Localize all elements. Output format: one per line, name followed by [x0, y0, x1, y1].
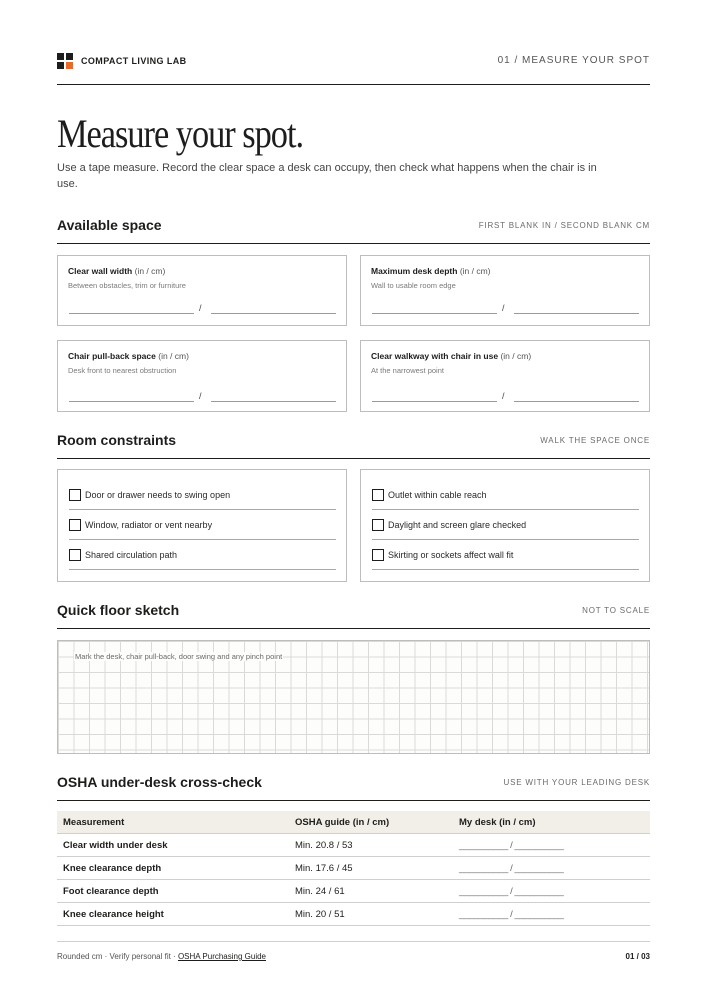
field-description: Desk front to nearest obstruction	[68, 366, 177, 375]
field-unit: (in / cm)	[459, 266, 491, 276]
constraints-card-right	[360, 469, 650, 582]
checklist-item[interactable]	[69, 485, 336, 510]
section-title: Room constraints	[57, 432, 177, 448]
room-constraints-header	[57, 432, 650, 459]
field-label: Maximum desk depth	[371, 266, 458, 276]
checkbox[interactable]	[69, 549, 81, 561]
osha-guide-link[interactable]: OSHA Purchasing Guide	[177, 952, 266, 961]
inches-blank[interactable]	[372, 313, 497, 314]
guide-cell: Min. 20 / 51	[289, 903, 453, 926]
page-header	[57, 51, 650, 71]
section-note: WALK THE SPACE ONCE	[540, 436, 650, 445]
osha-table	[57, 811, 650, 926]
my-desk-blank[interactable]: __________ / __________	[453, 903, 650, 926]
guide-cell: Min. 24 / 61	[289, 880, 453, 903]
checklist-item[interactable]	[372, 545, 639, 570]
checklist-label: Daylight and screen glare checked	[388, 520, 527, 530]
step-label: 01 / MEASURE YOUR SPOT	[497, 55, 650, 66]
cm-blank[interactable]	[514, 401, 639, 402]
cm-blank[interactable]	[211, 313, 336, 314]
brand-logo-icon	[57, 53, 73, 69]
header-divider	[57, 84, 650, 85]
section-note: USE WITH YOUR LEADING DESK	[503, 778, 650, 787]
unit-separator: /	[199, 391, 202, 401]
footer-text: Rounded cm · Verify personal fit ·	[57, 952, 178, 961]
checkbox[interactable]	[372, 519, 384, 531]
checkbox[interactable]	[69, 519, 81, 531]
field-description: At the narrowest point	[371, 366, 444, 375]
sketch-hint: Mark the desk, chair pull-back, door swing and any pinch point	[75, 652, 283, 661]
field-unit: (in / cm)	[500, 351, 532, 361]
footer-note	[57, 952, 266, 961]
section-note: FIRST BLANK IN / SECOND BLANK CM	[478, 221, 650, 230]
guide-cell: Min. 17.6 / 45	[289, 857, 453, 880]
checkbox[interactable]	[69, 489, 81, 501]
column-header: My desk (in / cm)	[453, 811, 650, 834]
section-title: Available space	[57, 217, 162, 233]
cm-blank[interactable]	[514, 313, 639, 314]
field-description: Between obstacles, trim or furniture	[68, 281, 186, 290]
field-card-desk-depth	[360, 255, 650, 326]
checklist-label: Outlet within cable reach	[388, 490, 487, 500]
checkbox[interactable]	[372, 489, 384, 501]
field-card-wall-width	[57, 255, 347, 326]
page-number: 01 / 03	[625, 952, 650, 961]
field-label: Chair pull-back space	[68, 351, 156, 361]
table-row	[57, 834, 650, 857]
guide-cell: Min. 20.8 / 53	[289, 834, 453, 857]
table-row	[57, 857, 650, 880]
osha-header	[57, 774, 650, 801]
table-header-row	[57, 811, 650, 834]
unit-separator: /	[502, 391, 505, 401]
floor-sketch-header	[57, 602, 650, 629]
intro-text: Use a tape measure. Record the clear space a desk can occupy, then check what happens when the chair is in use.	[57, 162, 597, 190]
my-desk-blank[interactable]: __________ / __________	[453, 880, 650, 903]
field-unit: (in / cm)	[158, 351, 189, 361]
constraints-card-left	[57, 469, 347, 582]
inches-blank[interactable]	[372, 401, 497, 402]
section-title: Quick floor sketch	[57, 602, 180, 618]
column-header: OSHA guide (in / cm)	[289, 811, 453, 834]
measurement-cell: Knee clearance depth	[57, 857, 289, 880]
checklist-item[interactable]	[69, 515, 336, 540]
footer-divider	[57, 941, 650, 942]
brand-name: COMPACT LIVING LAB	[81, 56, 187, 66]
checklist-label: Window, radiator or vent nearby	[85, 520, 213, 530]
sketch-grid[interactable]	[57, 640, 650, 754]
my-desk-blank[interactable]: __________ / __________	[453, 857, 650, 880]
table-row	[57, 903, 650, 926]
measurement-cell: Foot clearance depth	[57, 880, 289, 903]
page-title: Measure your spot.	[57, 111, 304, 156]
checklist-label: Door or drawer needs to swing open	[85, 490, 231, 500]
table-row	[57, 880, 650, 903]
checklist-item[interactable]	[372, 485, 639, 510]
unit-separator: /	[199, 303, 202, 313]
field-label: Clear wall width	[68, 266, 133, 276]
field-label: Clear walkway with chair in use	[371, 351, 499, 361]
cm-blank[interactable]	[211, 401, 336, 402]
field-card-chair-pullback	[57, 340, 347, 412]
worksheet-page	[57, 0, 650, 1000]
my-desk-blank[interactable]: __________ / __________	[453, 834, 650, 857]
column-header: Measurement	[57, 811, 289, 834]
measurement-cell: Knee clearance height	[57, 903, 289, 926]
unit-separator: /	[502, 303, 505, 313]
inches-blank[interactable]	[69, 313, 194, 314]
measurement-cell: Clear width under desk	[57, 834, 289, 857]
inches-blank[interactable]	[69, 401, 194, 402]
field-card-walkway	[360, 340, 650, 412]
checklist-label: Skirting or sockets affect wall fit	[388, 550, 514, 560]
checklist-item[interactable]	[372, 515, 639, 540]
field-description: Wall to usable room edge	[371, 281, 456, 290]
field-unit: (in / cm)	[134, 266, 166, 276]
checkbox[interactable]	[372, 549, 384, 561]
section-note: NOT TO SCALE	[582, 606, 650, 615]
available-space-header	[57, 217, 650, 244]
section-title: OSHA under-desk cross-check	[57, 774, 262, 790]
checklist-label: Shared circulation path	[85, 550, 178, 560]
checklist-item[interactable]	[69, 545, 336, 570]
